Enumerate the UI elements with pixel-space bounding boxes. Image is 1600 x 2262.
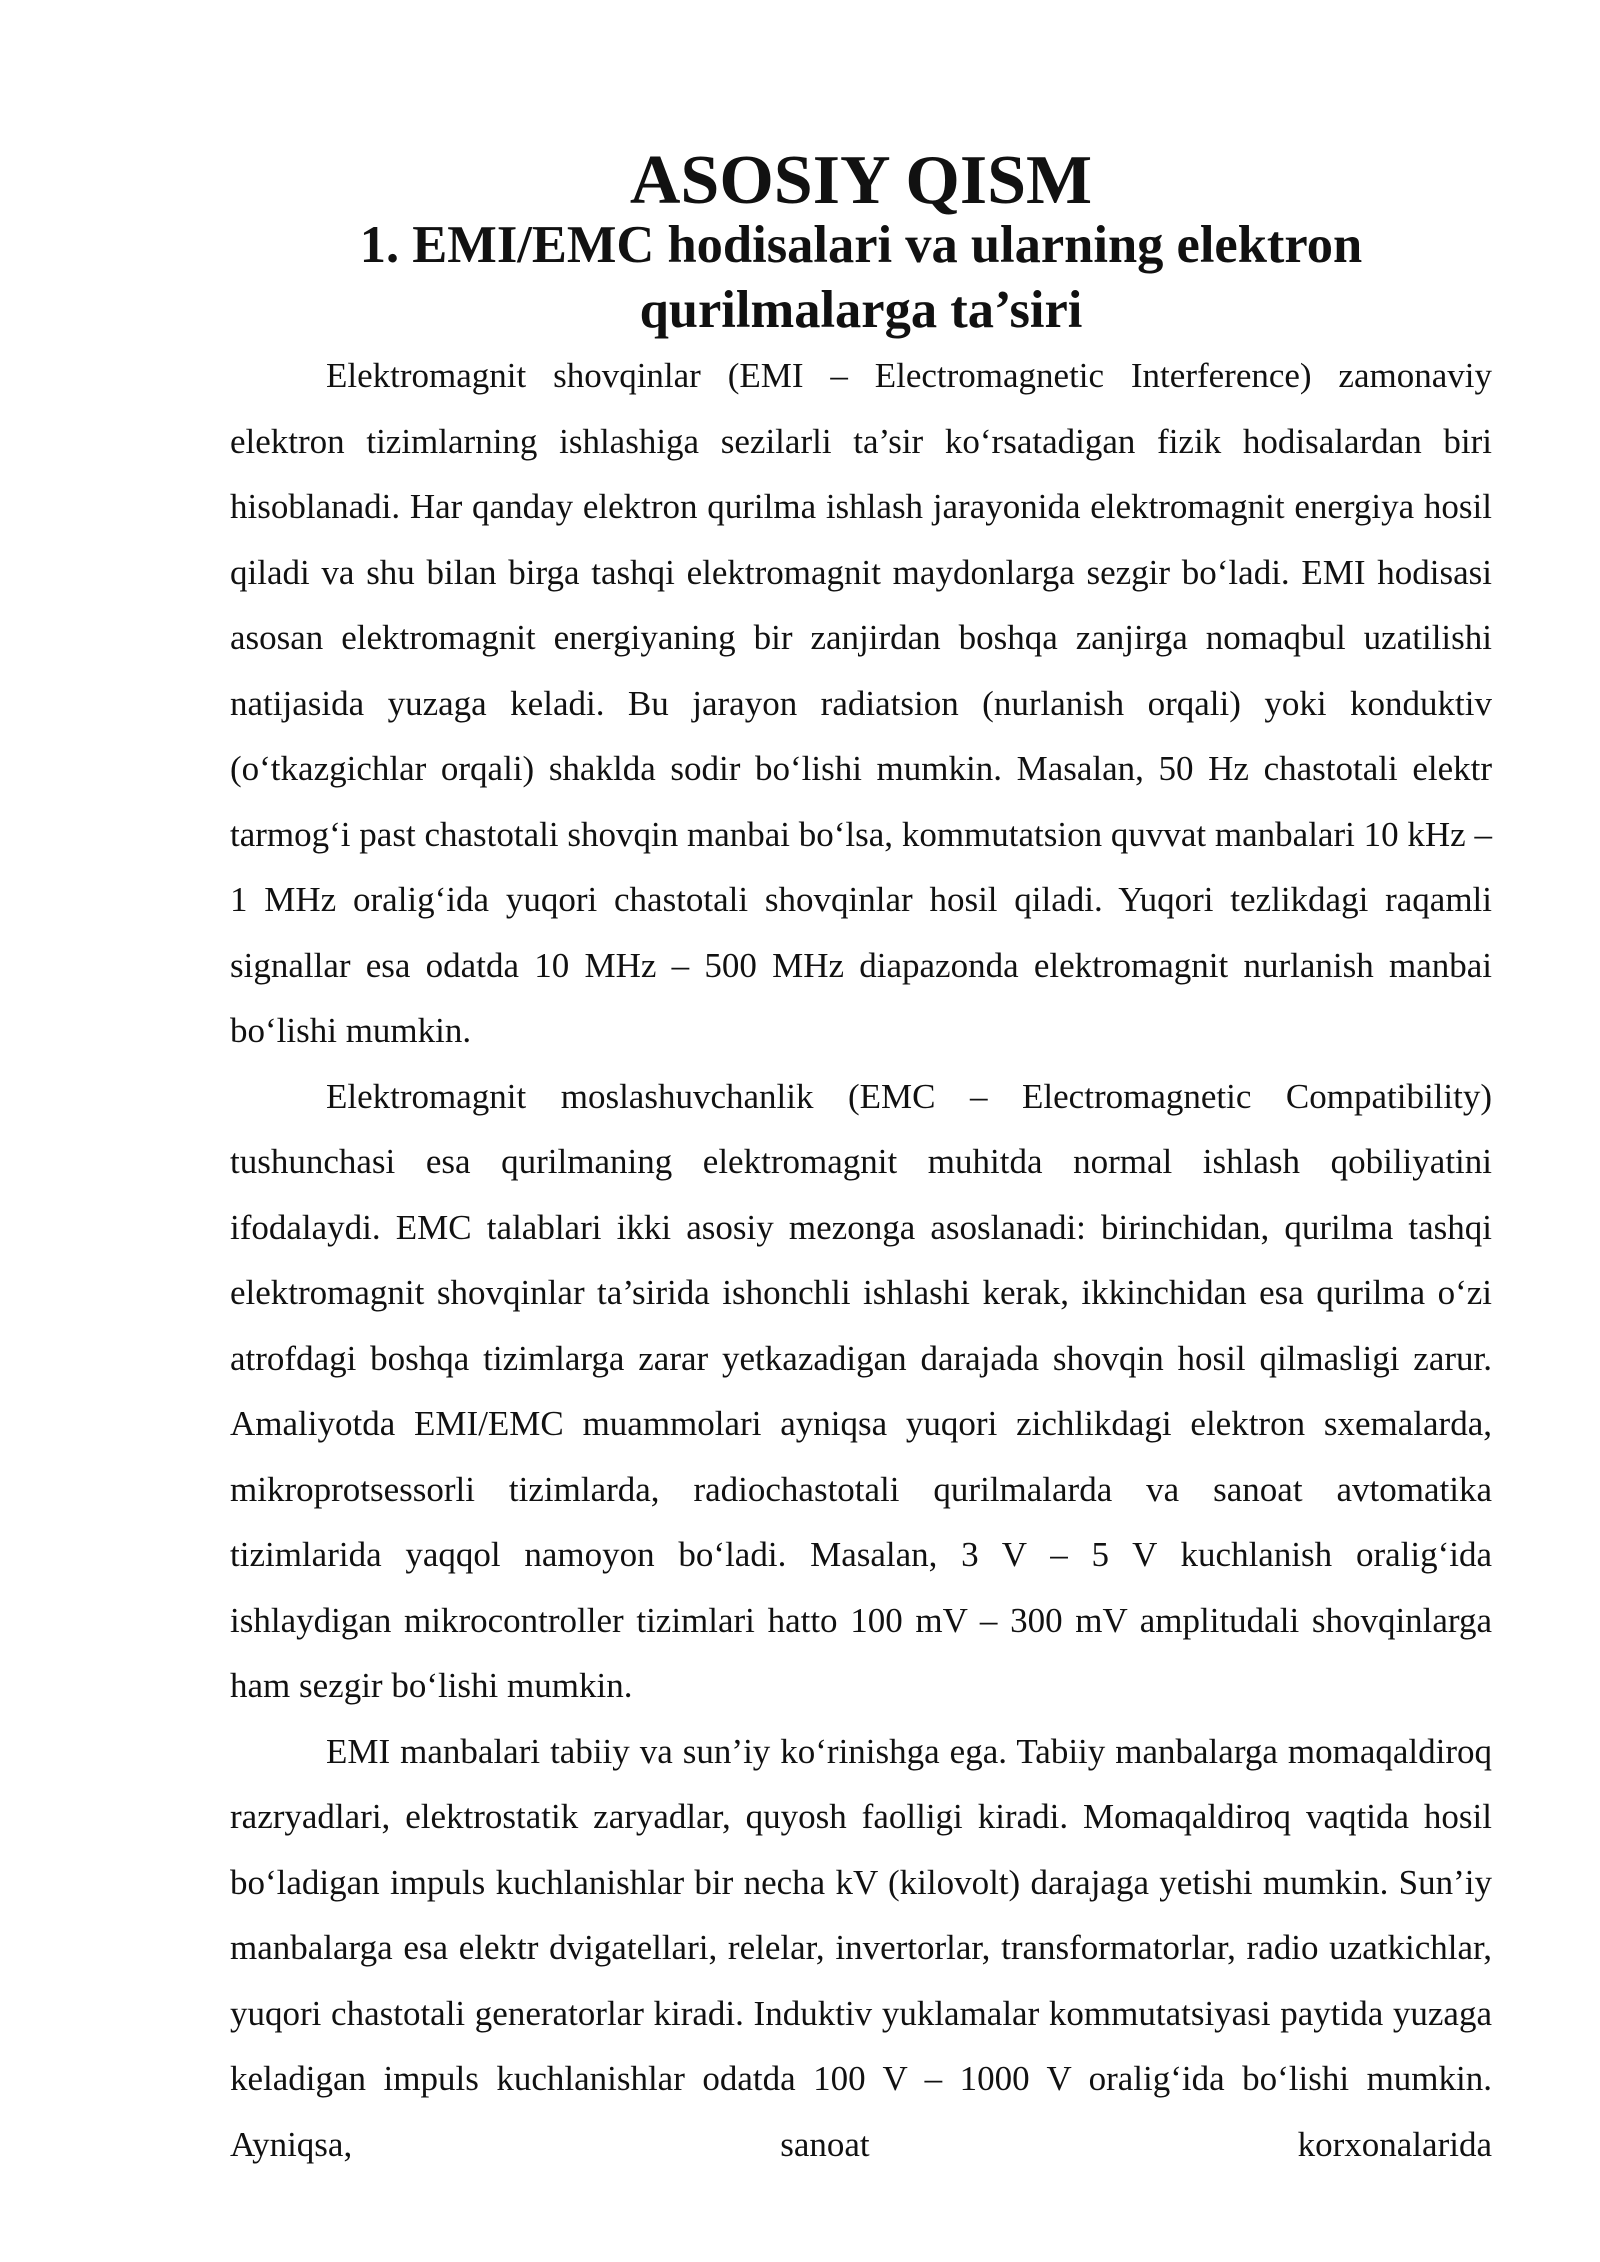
paragraph-1: Elektromagnit shovqinlar (EMI – Electromagnetic Interference) zamonaviy elektron tizimlarning ishlashiga sezilarli ta’sir ko‘rsatadigan fizik hodisalardan biri hisoblanadi. Har qanday elektron qurilma ishlash jarayonida elektromagnit energiya hosil qiladi va shu bilan birga tashqi elektromagnit maydonlarga sezgir bo‘ladi. EMI hodisasi asosan elektromagnit energiyaning bir zanjirdan boshqa zanjirga nomaqbul uzatilishi natijasida yuzaga keladi. Bu jarayon radiatsion (nurlanish orqali) yoki konduktiv (o‘tkazgichlar orqali) shaklda sodir bo‘lishi mumkin. Masalan, 50 Hz chastotali elektr tarmog‘i past chastotali shovqin manbai bo‘lsa, kommutatsion quvvat manbalari 10 kHz – 1 MHz oralig‘ida yuqori chastotali shovqinlar hosil qiladi. Yuqori tezlikdagi raqamli signallar esa odatda 10 MHz – 500 MHz diapazonda elektromagnit nurlanish manbai bo‘lishi mumkin. [230, 356, 1492, 1050]
paragraph-2: Elektromagnit moslashuvchanlik (EMC – Electromagnetic Compatibility) tushunchasi esa qurilmaning elektromagnit muhitda normal ishlash qobiliyatini ifodalaydi. EMC talablari ikki asosiy mezonga asoslanadi: birinchidan, qurilma tashqi elektromagnit shovqinlar ta’sirida ishonchli ishlashi kerak, ikkinchidan esa qurilma o‘zi atrofdagi boshqa tizimlarga zarar yetkazadigan darajada shovqin hosil qilmasligi zarur. Amaliyotda EMI/EMC muammolari ayniqsa yuqori zichlikdagi elektron sxemalarda, mikroprotsessorli tizimlarda, radiochastotali qurilmalarda va sanoat avtomatika tizimlarida yaqqol namoyon bo‘ladi. Masalan, 3 V – 5 V kuchlanish oralig‘ida ishlaydigan mikrocontroller tizimlari hatto 100 mV – 300 mV amplitudali shovqinlarga ham sezgir bo‘lishi mumkin. [230, 1076, 1492, 1705]
document-page [230, 140, 1492, 2177]
section-title: 1. EMI/EMC hodisalari va ularning elektron qurilmalarga ta’siri [359, 216, 1363, 339]
main-title: ASOSIY QISM [629, 142, 1093, 219]
paragraph-3: EMI manbalari tabiiy va sun’iy ko‘rinishga ega. Tabiiy manbalarga momaqaldiroq razryadlari, elektrostatik zaryadlar, quyosh faolligi kiradi. Momaqaldiroq vaqtida hosil bo‘ladigan impuls kuchlanishlar bir necha kV (kilovolt) darajaga yetishi mumkin. Sun’iy manbalarga esa elektr dvigatellari, relelar, invertorlar, transformatorlar, radio uzatkichlar, yuqori chastotali generatorlar kiradi. Induktiv yuklamalar kommutatsiyasi paytida yuzaga keladigan impuls kuchlanishlar odatda 100 V – 1000 V oralig‘ida bo‘lishi mumkin. Ayniqsa, sanoat korxonalarida [230, 1731, 1492, 2164]
